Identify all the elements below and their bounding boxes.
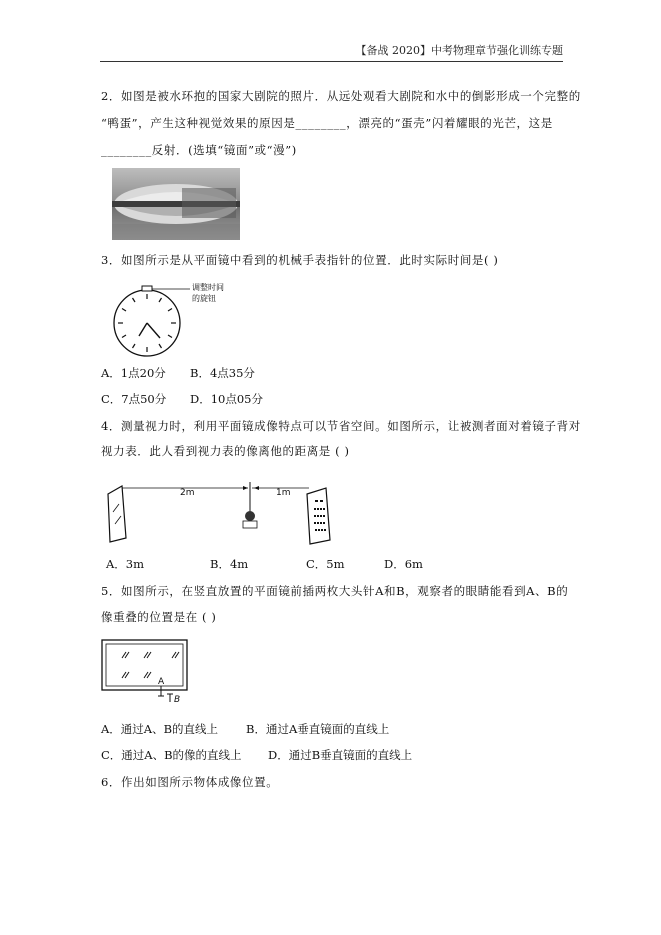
q6-stem: 6．作出如图所示物体成像位置。: [101, 775, 279, 789]
q5-option-d: D．通过B垂直镜面的直线上: [268, 748, 413, 762]
q4-option-c: C．5m: [306, 557, 345, 571]
q3-option-b: B．4点35分: [190, 366, 255, 380]
pin-b-label: B: [174, 695, 181, 705]
q4-option-b: B．4m: [210, 557, 249, 571]
clock-figure: [104, 282, 224, 364]
pin-a-label: A: [158, 677, 165, 687]
q2-line-3: ________反射．(选填“镜面”或“漫”): [101, 143, 297, 157]
knob-label-1: 调整时间: [192, 283, 224, 292]
q2-line-1: 2．如图是被水环抱的国家大剧院的照片．从远处观看大剧院和水中的倒影形成一个完整的: [101, 89, 581, 103]
q3-option-d: D．10点05分: [190, 392, 263, 406]
q5-line-2: 像重叠的位置是在 ( ): [101, 610, 217, 624]
header-divider: [100, 61, 563, 62]
distance-1m: 1m: [276, 488, 291, 498]
q3-option-c: C．7点50分: [101, 392, 167, 406]
knob-label-2: 的旋钮: [192, 294, 216, 303]
q5-line-1: 5．如图所示，在竖直放置的平面镜前插两枚大头针A和B，观察者的眼睛能看到A、B的: [101, 584, 569, 598]
q2-line-2: “鸭蛋”，产生这种视觉效果的原因是________，漂亮的“蛋壳”闪着耀眼的光芒，这是: [101, 116, 553, 130]
grand-theatre-photo: [112, 168, 240, 240]
q4-option-d: D．6m: [384, 557, 423, 571]
q3-option-a: A．1点20分: [101, 366, 166, 380]
q4-line-1: 4．测量视力时，利用平面镜成像特点可以节省空间。如图所示，让被测者面对着镜子背对: [101, 419, 581, 433]
mirror-pins-figure: [100, 638, 200, 708]
distance-2m: 2m: [180, 488, 195, 498]
page-header: 【备战 2020】中考物理章节强化训练专题: [355, 44, 563, 57]
q5-option-a: A．通过A、B的直线上: [101, 722, 219, 736]
q5-option-b: B．通过A垂直镜面的直线上: [246, 722, 390, 736]
q5-option-c: C．通过A、B的像的直线上: [101, 748, 242, 762]
eye-test-figure: [104, 478, 344, 548]
q4-line-2: 视力表．此人看到视力表的像离他的距离是 ( ): [101, 444, 350, 458]
q4-option-a: A．3m: [106, 557, 145, 571]
q3-stem: 3．如图所示是从平面镜中看到的机械手表指针的位置．此时实际时间是( ): [101, 253, 499, 267]
